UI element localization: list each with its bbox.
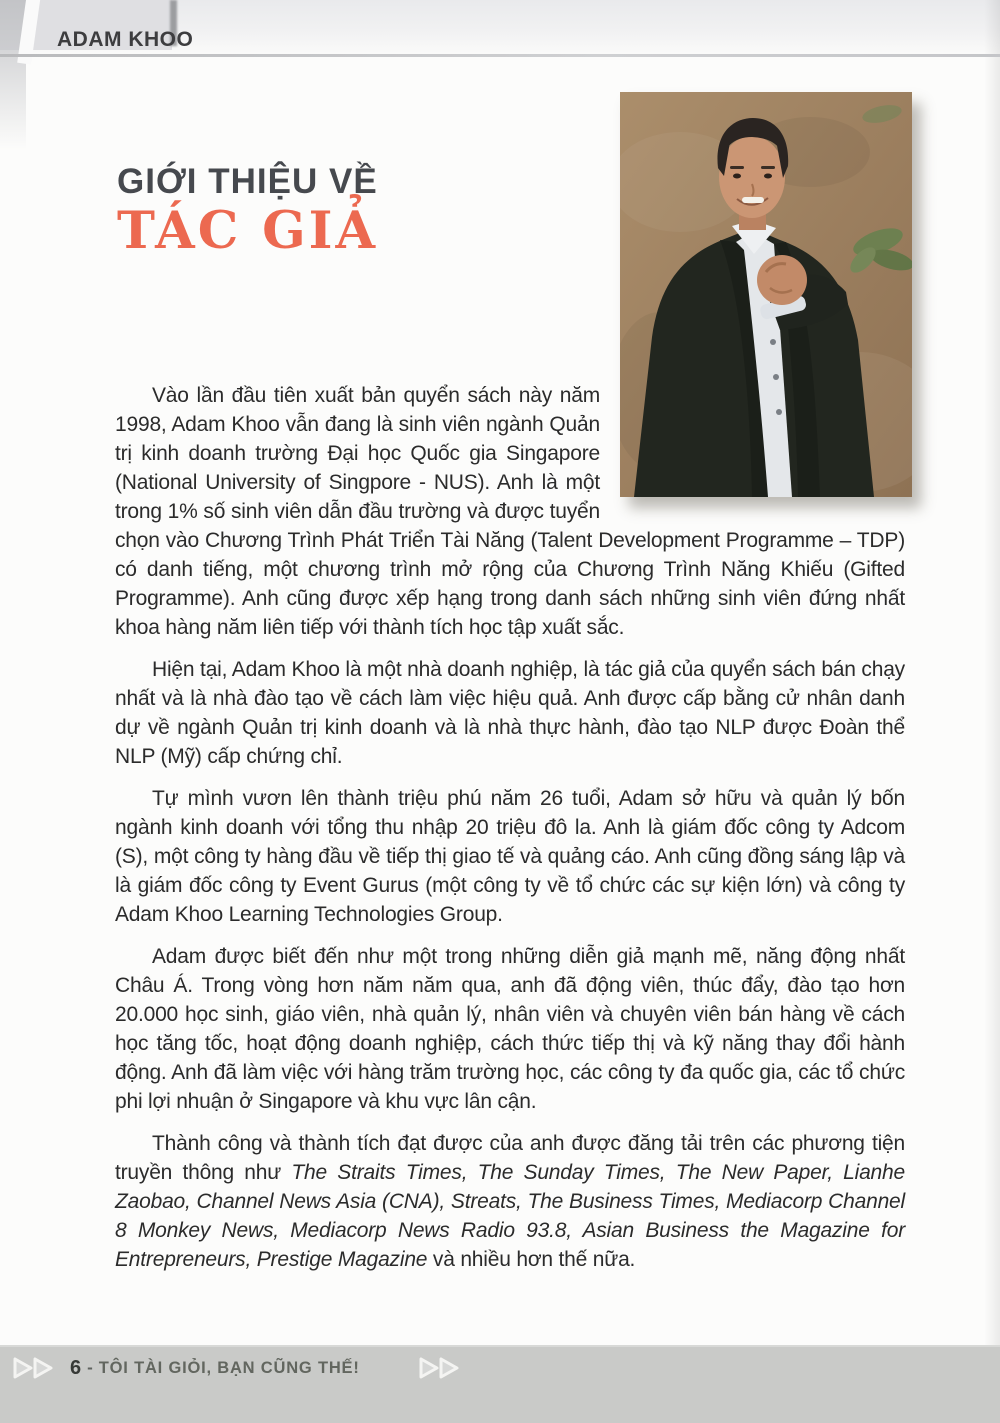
page-title <box>117 162 379 261</box>
footer-content <box>0 1347 1000 1380</box>
fast-forward-icon <box>418 1356 464 1380</box>
body-paragraph: Adam được biết đến như một trong những diễn giả mạnh mẽ, năng động nhất Châu Á. Trong vòng hơn năm năm qua, anh đã động viên, thúc đẩy, đào tạo hơn 20.000 học sinh, giáo viên, nhà quản lý, nhân viên và chuyên viên bán hàng về cách học tăng tốc, hoạt động doanh nghiệp, cách thức tiếp thị và kỹ năng thay đổi hành động. Anh đã làm việc với hàng trăm trường học, các công ty đa quốc gia, các tổ chức phi lợi nhuận ở Singapore và khu vực lân cận. <box>115 945 905 1113</box>
title-line-2: TÁC GIẢ <box>117 201 379 261</box>
header-author-name: ADAM KHOO <box>57 28 194 51</box>
fast-forward-icon <box>12 1356 58 1380</box>
page-header <box>57 28 193 52</box>
photo-float-spacer <box>600 381 905 523</box>
footer-book-title: TÔI TÀI GIỎI, BẠN CŨNG THẾ! <box>98 1358 360 1377</box>
footer-band <box>0 1345 1000 1423</box>
title-line-1: GIỚI THIỆU VỀ <box>117 162 378 201</box>
body-paragraph: Vào lần đầu tiên xuất bản quyển sách này năm 1998, Adam Khoo vẫn đang là sinh viên ngành Quản trị kinh doanh trường Đại học Quốc gia Singapore (National University of Singpore - NUS). Anh là một trong 1% số sinh viên dẫn đầu trường và được tuyển chọn vào Chương Trình Phát Triển Tài Năng (Talent Development Programme – TDP) có danh tiếng, một chương trình mở rộng của Chương Trình Năng Khiếu (Gifted Programme). Anh cũng được xếp hạng trong danh sách những sinh viên đứng nhất khoa hàng năm liên tiếp với thành tích học tập xuất sắc. <box>115 384 905 639</box>
body-paragraph: Tự mình vươn lên thành triệu phú năm 26 tuổi, Adam sở hữu và quản lý bốn ngành kinh doanh với tổng thu nhập 20 triệu đô la. Anh là giám đốc công ty Adcom (S), một công ty hàng đầu về tiếp thị giao tế và quảng cáo. Anh cũng đồng sáng lập và là giám đốc công ty Event Gurus (một công ty về tổ chức các sự kiện lớn) và công ty Adam Khoo Learning Technologies Group. <box>115 787 905 926</box>
body-paragraph: Thành công và thành tích đạt được của anh được đăng tải trên các phương tiện truyền thông như The Straits Times, The Sunday Times, The New Paper, Lianhe Zaobao, Channel News Asia (CNA), Streats, The Business Times, Mediacorp Channel 8 Monkey News, Mediacorp News Radio 93.8, Asian Business the Magazine for Entrepreneurs, Prestige Magazine và nhiều hơn thế nữa. <box>115 1132 905 1271</box>
scan-artifact-right-edge <box>984 0 1000 1423</box>
header-divider <box>0 54 1000 57</box>
body-paragraph: Hiện tại, Adam Khoo là một nhà doanh nghiệp, là tác giả của quyển sách bán chạy nhất và là nhà đào tạo về cách làm việc hiệu quả. Anh được cấp bằng cử nhân danh dự về ngành Quản trị kinh doanh và là nhà thực hành, đào tạo NLP được Đoàn thể NLP (Mỹ) cấp chứng chỉ. <box>115 658 905 768</box>
footer-separator: - <box>87 1358 93 1377</box>
footer-page-number: 6 <box>70 1356 82 1379</box>
body-text <box>115 381 905 1287</box>
